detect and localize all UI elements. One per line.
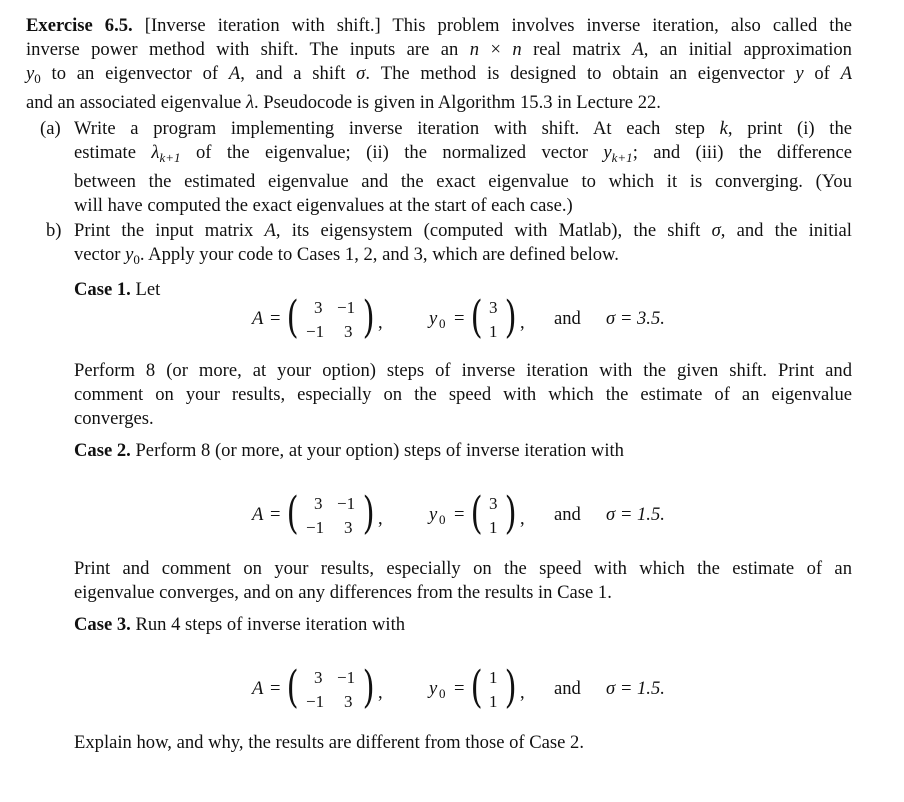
vector-y1: 3 xyxy=(489,494,498,513)
right-paren-icon: ) xyxy=(362,662,375,713)
case3-heading: Case 3. xyxy=(74,614,131,635)
right-paren-icon: ) xyxy=(362,488,375,539)
matrix-a21: −1 xyxy=(306,692,325,711)
part-a-label: (a) xyxy=(40,118,61,139)
right-paren-icon: ) xyxy=(362,292,375,343)
right-paren-icon: ) xyxy=(504,662,517,713)
vector-y1: 1 xyxy=(489,668,498,687)
matrix-a22: 3 xyxy=(344,518,353,537)
left-paren-icon: ( xyxy=(286,488,299,539)
part-b: b) Print the input matrix A, its eigensystem (computed with Matlab), the shift σ, and the initial vector $y_0$. Apply your code to Cases 1, 2, and 3, which are defined below. Case 1. Let xyxy=(46,220,852,300)
case1-heading: Case 1. xyxy=(74,279,131,300)
left-paren-icon: ( xyxy=(470,488,483,539)
case1-body: Perform 8 (or more, at your option) steps of inverse iteration with the given shift. Print and comment on your results, especially on the speed with which the estimate of an eigenvalue converges. Case 2. Perform 8 (or more, at your option) steps of inverse iteration with xyxy=(74,360,852,461)
matrix-a12: −1 xyxy=(337,668,356,687)
part-a: (a) Write a program implementing inverse iteration with shift. At each step k, print (i) the estimate $\lambda_{k+1}$ of the eigenvalue; (ii) the normalized vector $y_{k+1}$; and (iii) the difference between the estimated eigenvalue and the exact eigenvalue to which it is converging. (You will have computed the exact eigenvalues at the start of each case.) xyxy=(40,118,853,216)
part-b-label: b) xyxy=(46,220,62,241)
left-paren-icon: ( xyxy=(470,662,483,713)
case2-equation: A = ( 3 −1 −1 3 ) , y 0 = ( 3 1 ) , and σ = 1.5. xyxy=(252,488,665,539)
matrix-a11: 3 xyxy=(314,494,323,513)
case3-heading-line: Case 3. Run 4 steps of inverse iteration with xyxy=(74,614,406,635)
sigma-value: σ = 1.5. xyxy=(606,678,665,699)
matrix-a12: −1 xyxy=(337,494,356,513)
vector-y2: 1 xyxy=(489,692,498,711)
left-paren-icon: ( xyxy=(286,662,299,713)
case2-body: Print and comment on your results, especially on the speed with which the estimate of an eigenvalue converges, and on any differences from the results in Case 1. Case 3. Run 4 steps of inverse iteration with xyxy=(74,558,852,635)
matrix-a22: 3 xyxy=(344,322,353,341)
left-paren-icon: ( xyxy=(470,292,483,343)
right-paren-icon: ) xyxy=(504,292,517,343)
vector-y2: 1 xyxy=(489,518,498,537)
sigma-value: σ = 3.5. xyxy=(606,308,665,329)
right-paren-icon: ) xyxy=(504,488,517,539)
matrix-a21: −1 xyxy=(306,518,325,537)
case1-equation: A = ( 3 −1 −1 3 ) , y 0 = ( 3 1 ) , and σ = 3.5. xyxy=(252,292,665,343)
vector-y2: 1 xyxy=(489,322,498,341)
case3-body: Explain how, and why, the results are different from those of Case 2. xyxy=(74,732,584,753)
case2-heading: Case 2. xyxy=(74,440,131,461)
matrix-a11: 3 xyxy=(314,298,323,317)
intro-paragraph: Exercise 6.5. [Inverse iteration with shift.] This problem involves inverse iteration, also called the inverse power method with shift. The inputs are an n × n real matrix A, an initial approximation $y_0$ to an eigenvector of A, and a shift σ. The method is designed to obtain an eigenvector y of A and an associated eigenvalue λ. Pseudocode is given in Algorithm 15.3 in Lecture 22. xyxy=(26,15,852,113)
matrix-a11: 3 xyxy=(314,668,323,687)
case1-heading-line: Case 1. Let xyxy=(74,279,161,300)
matrix-a12: −1 xyxy=(337,298,356,317)
left-paren-icon: ( xyxy=(286,292,299,343)
matrix-a21: −1 xyxy=(306,322,325,341)
vector-y1: 3 xyxy=(489,298,498,317)
exercise-title: Exercise 6.5. xyxy=(26,15,133,36)
case2-heading-line: Case 2. Perform 8 (or more, at your option) steps of inverse iteration with xyxy=(74,440,624,461)
sigma-value: σ = 1.5. xyxy=(606,504,665,525)
case3-equation: A = ( 3 −1 −1 3 ) , y 0 = ( 1 1 ) , and σ = 1.5. xyxy=(252,662,665,713)
matrix-a22: 3 xyxy=(344,692,353,711)
